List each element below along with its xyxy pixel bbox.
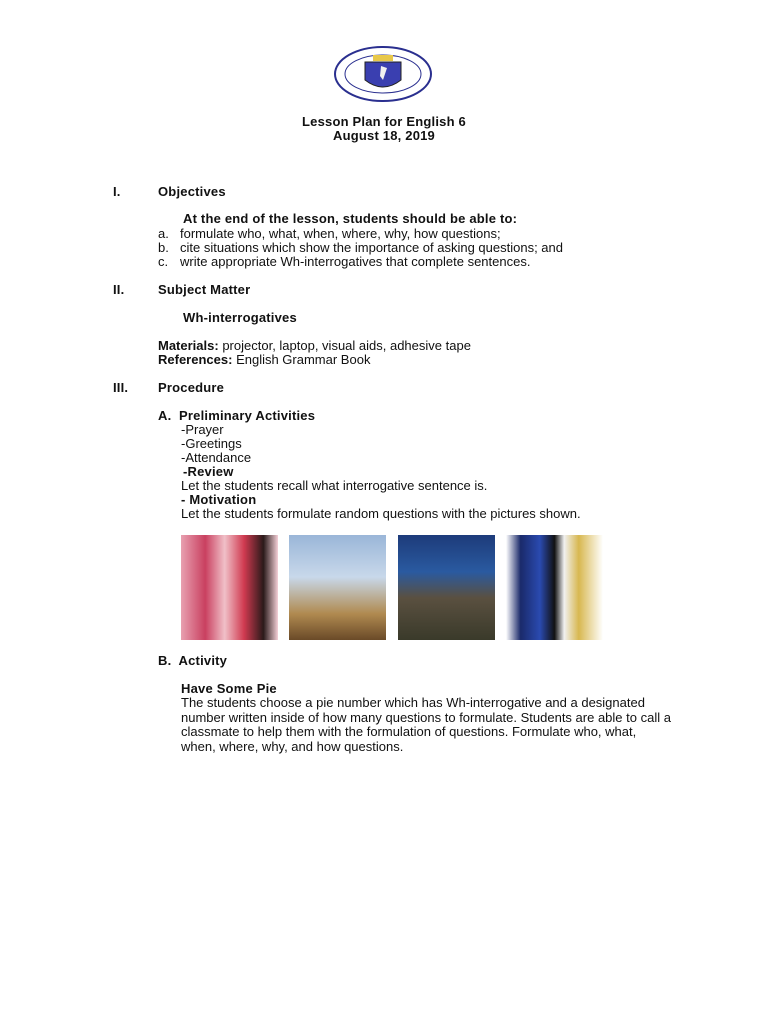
activity-heading: B. Activity xyxy=(158,653,228,668)
deped-seal xyxy=(333,46,433,102)
objective-item: cite situations which show the importance of asking questions; and xyxy=(180,240,563,255)
materials-line xyxy=(158,339,471,353)
section-numeral: II. xyxy=(113,282,125,297)
preliminary-heading: A. Preliminary Activities xyxy=(158,408,316,423)
activity-item: -Prayer xyxy=(181,422,224,437)
activity-item: -Attendance xyxy=(181,450,252,465)
lesson-title: Lesson Plan for English 6 xyxy=(302,114,466,129)
references-value: English Grammar Book xyxy=(236,352,371,367)
list-letter: c. xyxy=(158,254,169,269)
picture-speaker xyxy=(398,535,495,640)
picture-eiffel-tower xyxy=(289,535,386,640)
objective-item: write appropriate Wh-interrogatives that complete sentences. xyxy=(180,254,531,269)
review-text: Let the students recall what interrogative sentence is. xyxy=(181,478,488,493)
activity-description: The students choose a pie number which has Wh-interrogative and a designated number written inside of how many questions to formulate. Students are able to call a classmate to help them with the formulation of questions. Formulate who, what, when, where, why, and how questions. xyxy=(181,695,671,754)
section-heading-procedure: Procedure xyxy=(158,380,225,395)
materials-value: projector, laptop, visual aids, adhesive tape xyxy=(222,338,471,353)
picture-group-photo xyxy=(181,535,278,640)
section-numeral: III. xyxy=(113,380,129,395)
activity-title: Have Some Pie xyxy=(181,681,277,696)
references-line xyxy=(158,353,370,367)
picture-dress xyxy=(506,535,603,640)
motivation-label: - Motivation xyxy=(181,492,257,507)
section-heading-objectives: Objectives xyxy=(158,184,226,199)
references-label: References: xyxy=(158,352,233,367)
objective-item: formulate who, what, when, where, why, how questions; xyxy=(180,226,501,241)
list-letter: a. xyxy=(158,226,169,241)
activity-item: -Greetings xyxy=(181,436,242,451)
subject-topic: Wh-interrogatives xyxy=(183,310,297,325)
objectives-intro: At the end of the lesson, students should be able to: xyxy=(183,211,518,226)
materials-label: Materials: xyxy=(158,338,219,353)
list-letter: b. xyxy=(158,240,169,255)
review-label: -Review xyxy=(183,464,234,479)
lesson-date: August 18, 2019 xyxy=(333,128,435,143)
section-heading-subject: Subject Matter xyxy=(158,282,251,297)
motivation-text: Let the students formulate random questions with the pictures shown. xyxy=(181,506,581,521)
section-numeral: I. xyxy=(113,184,121,199)
